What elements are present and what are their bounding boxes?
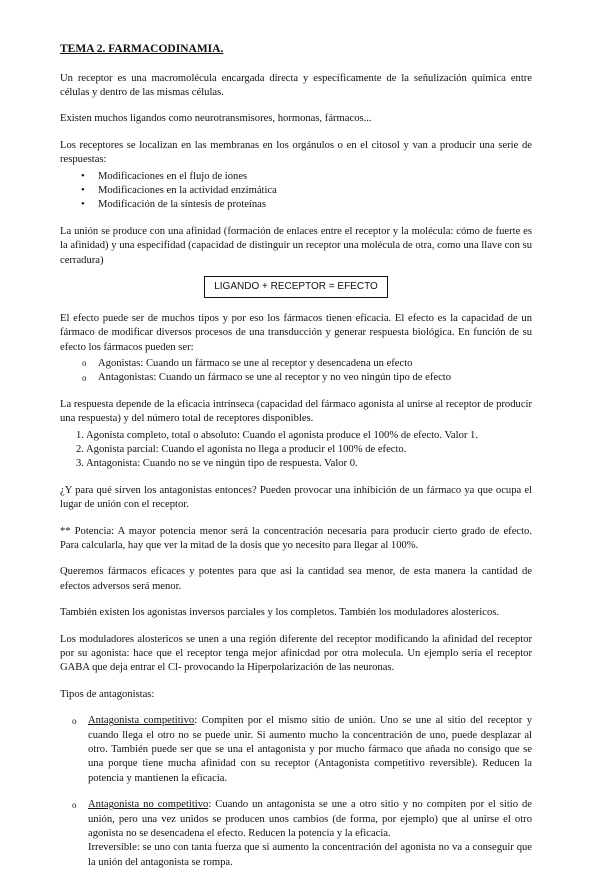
paragraph-antagonist-types-heading: Tipos de antagonistas: <box>60 688 155 700</box>
formula-container <box>60 276 532 298</box>
list-item: • Modificaciones en el flujo de iones <box>98 170 532 184</box>
list-item: o Agonistas: Cuando un fármaco se une al receptor y desencadena un efecto <box>98 357 532 371</box>
paragraph-ligands: Existen muchos ligandos como neurotransmisores, hormonas, fármacos... <box>60 113 372 125</box>
list-item: 1. Agonista completo, total o absoluto: Cuando el agonista produce el 100% de efecto. Valor 1. <box>76 429 478 441</box>
paragraph-inverse-agonists: También existen los agonistas inversos parciales y los completos. También los moduladores alostericos. <box>60 607 500 619</box>
list-item: • Modificaciones en la actividad enzimática <box>98 184 532 198</box>
antagonist-type-name: Antagonista competitivo <box>88 715 195 727</box>
list-item: o Antagonistas: Cuando un fármaco se une al receptor y no veo ningún tipo de efecto <box>98 371 532 385</box>
paragraph-antagonists-question: ¿Y para qué sirven los antagonistas entonces? Pueden provocar una inhibición de un fármaco ya que ocupa el lugar de unión con el receptor. <box>60 484 532 511</box>
paragraph-efficacy-potency: Queremos fármacos eficaces y potentes para que asi la cantidad sea menor, de esta manera la cantidad de efectos adversos será menor. <box>60 566 532 592</box>
list-item: 2. Agonista parcial: Cuando el agonista no llega a producir el 100% de efecto. <box>76 443 407 455</box>
antagonist-types-list <box>60 714 532 870</box>
drug-types-list <box>60 357 532 386</box>
list-item: • Modificación de la síntesis de proteínas <box>98 198 532 212</box>
list-item <box>88 714 532 786</box>
paragraph-potency: ** Potencia: A mayor potencia menor será la concentración necesaria para producir cierto grado de efecto. Para calcularla, hay que ver la mitad de la dosis que yo necesito para llegar al 100%. <box>60 525 532 551</box>
paragraph-effect: El efecto puede ser de muchos tipos y por eso los fármacos tienen eficacia. El efecto es la capacidad de un fármaco de modificar diversos procesos de una transducción y generar respuesta biológica. En función de su efecto los fármacos pueden ser: <box>60 312 532 353</box>
antagonist-type-text: : Cuando un antagonista se une a otro sitio y no compiten por el sitio de unión, pero una vez unidos se producen unos cambios (de forma, por ejemplo) que al unirse el otro agonista no se desencadena el efecto. Reducen la potencia y la eficacia. <box>88 799 532 840</box>
responses-list <box>60 170 532 213</box>
paragraph-allosteric: Los moduladores alostericos se unen a una región diferente del receptor modificando la afinidad del receptor por su agonista: hace que el receptor tenga mejor afinicdad por otra molecula. Un ejemplo sería el receptor GABA que deja entrar el Cl- provocando la Hiperpolarización de las neuronas. <box>60 633 532 674</box>
irreversible-note: Irreversible: se uno con tanta fuerza que si aumento la concentración del agonista no va a conseguir que la unión del antagonista se rompa. <box>88 842 532 868</box>
antagonist-type-text: : Compiten por el mismo sitio de unión. Uno se une al sitio del receptor y cuando llega el otro no se puede unir. Si aumento mucho la concentración de uno, puede desplazar al otro. También puede ser que se una el antagonista y por mucho fármaco que añada no consigo que se una porque tiene mucha afinidad con su receptor (Antagonista competitivo reversible). Reducen la potencia y mantienen la eficacia. <box>88 715 532 784</box>
list-item: 3. Antagonista: Cuando no se ve ningún tipo de respuesta. Valor 0. <box>76 458 358 470</box>
document-title: TEMA 2. FARMACODINAMIA. <box>60 43 224 55</box>
list-item <box>88 798 532 870</box>
paragraph-intrinsic-efficacy: La respuesta depende de la eficacia intrínseca (capacidad del fármaco agonista al unirse al receptor de producir una respuesta) y del número total de receptores disponibles. <box>60 398 532 425</box>
paragraph-affinity: La unión se produce con una afinidad (formación de enlaces entre el receptor y la molécula: cómo de fuerte es la afinidad) y una especifidad (capacidad de distinguir un receptor una molécula de otra, como una llave con su cerradura) <box>60 225 532 266</box>
paragraph-receptor-location: Los receptores se localizan en las membranas en los orgánulos o en el citosol y van a producir una serie de respuestas: <box>60 139 532 166</box>
paragraph-receptor-definition: Un receptor es una macromolécula encargada directa y específicamente de la señulización química entre células y dentro de las mismas células. <box>60 72 532 99</box>
numbered-list <box>60 429 532 472</box>
antagonist-type-name: Antagonista no competitivo <box>88 799 209 811</box>
document-page <box>60 42 532 882</box>
formula-box: LIGANDO + RECEPTOR = EFECTO <box>204 276 388 298</box>
